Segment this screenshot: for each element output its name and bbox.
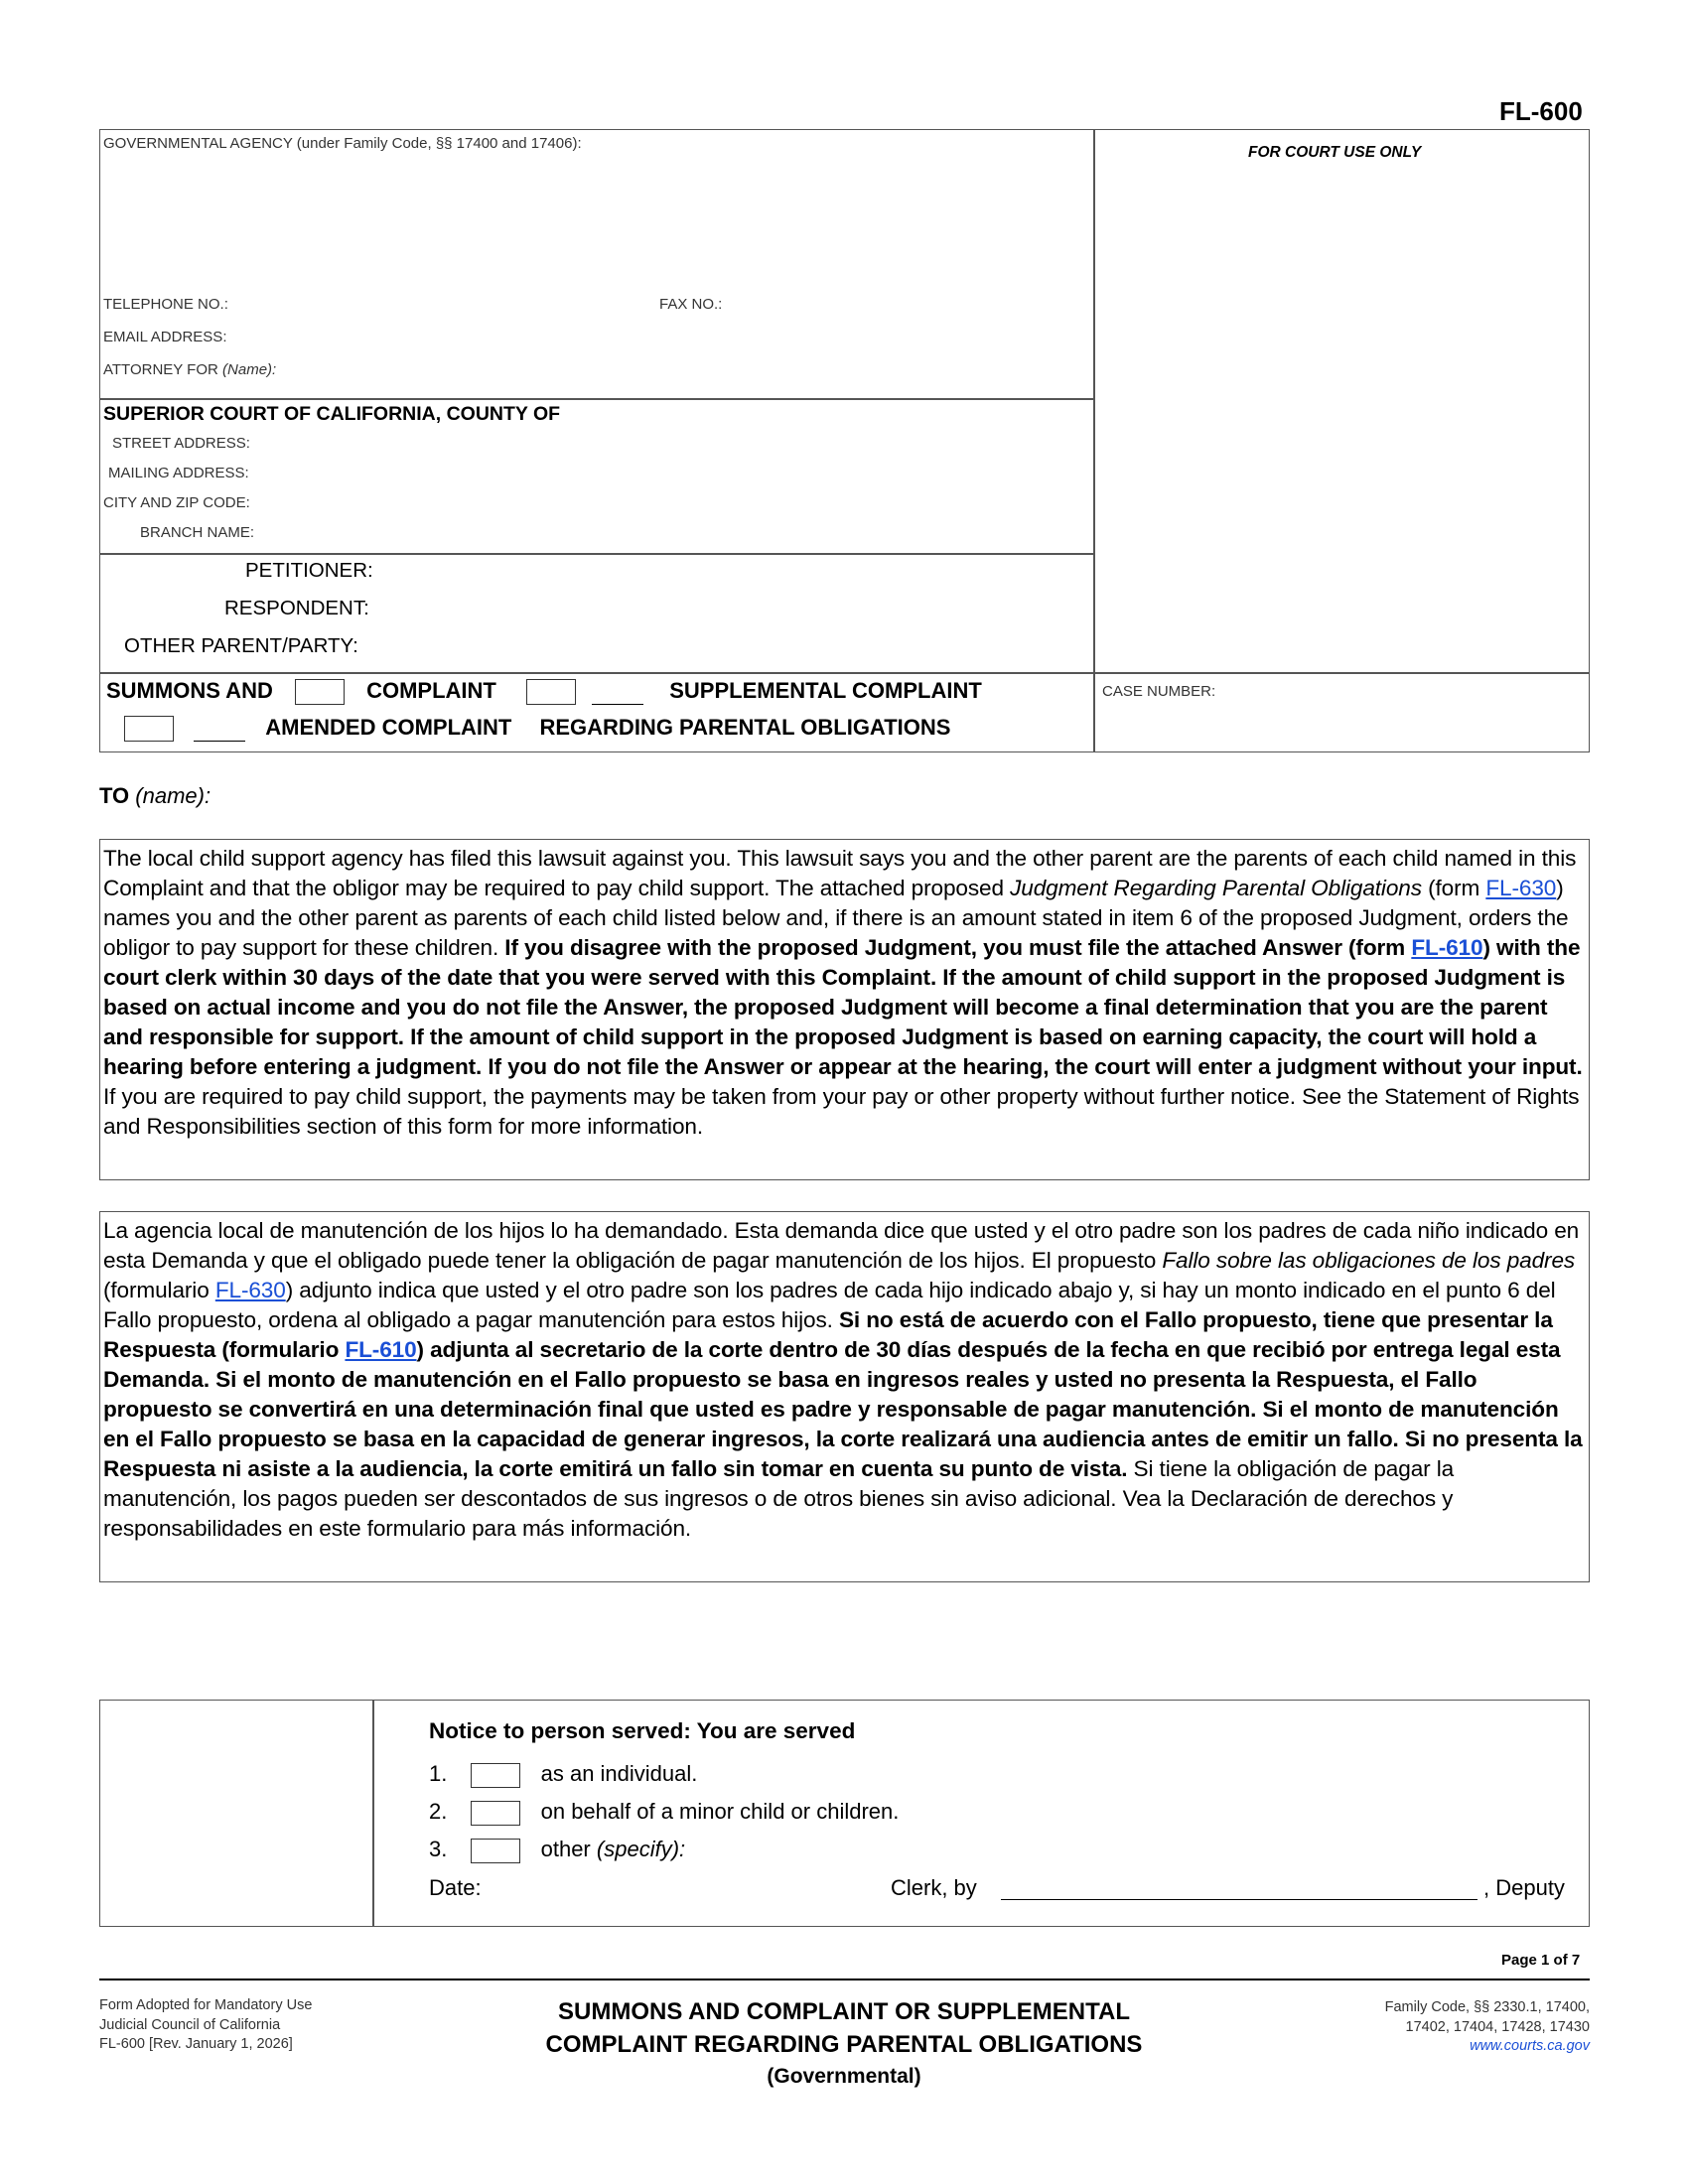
served-other-checkbox[interactable] xyxy=(471,1839,520,1863)
family-code-citation: Family Code, §§ 2330.1, 17400, 17402, 17404, 17428, 17430 www.courts.ca.gov xyxy=(1192,1998,1590,2057)
footer-title: SUMMONS AND COMPLAINT OR SUPPLEMENTAL COMPLAINT REGARDING PARENTAL OBLIGATIONS (Governmental) xyxy=(545,1998,1143,2088)
caption-divider xyxy=(1093,129,1095,752)
clerk-label: Clerk, by xyxy=(891,1875,977,1900)
court-seal-area xyxy=(101,1702,370,1925)
served-individual-checkbox[interactable] xyxy=(471,1763,520,1788)
deputy-label: , Deputy xyxy=(1483,1875,1565,1900)
divider xyxy=(99,553,1093,555)
english-notice-text: The local child support agency has filed this lawsuit against you. This lawsuit says you and the other parent are the parents of each child named in this Complaint and that the obligor may be required to pay child support. The attached proposed Judgment Regarding Parental Obligations (form FL-630) names you and the other parent as parents of each child listed below and, if there is an amount stated in item 6 of the proposed Judgment, orders the obligor to pay support for these children. If you disagree with the proposed Judgment, you must file the attached Answer (form FL-610) with the court clerk within 30 days of the date that you were served with this Complaint. If the amount of child support in the proposed Judgment is based on actual income and you do not file the Answer, the proposed Judgment will become a final determination that you are the parent and responsible for support. If the amount of child support in the proposed Judgment is based on earning capacity, the court will hold a hearing before entering a judgment. If you do not file the Answer or appear at the hearing, the court will enter a judgment without your input. If you are required to pay child support, the payments may be taken from your pay or other property without further notice. See the Statement of Rights and Responsibilities section of this form for more information. xyxy=(103,846,1583,1139)
form-number: FL-600 xyxy=(1499,96,1583,126)
respondent-label: RESPONDENT: xyxy=(224,597,369,619)
title-row-2: AMENDED COMPLAINT REGARDING PARENTAL OBLIGATIONS xyxy=(124,715,950,742)
case-number-field[interactable] xyxy=(1102,707,1579,747)
title-row-1: SUMMONS AND COMPLAINT SUPPLEMENTAL COMPLAINT xyxy=(106,678,982,705)
supplemental-number-field[interactable] xyxy=(592,682,643,705)
notice-heading: Notice to person served: You are served xyxy=(429,1718,856,1743)
amended-number-field[interactable] xyxy=(194,719,245,742)
to-name-label: TO (name): xyxy=(99,783,211,808)
fax-label: FAX NO.: xyxy=(659,296,723,313)
court-use-only-label: FOR COURT USE ONLY xyxy=(1248,144,1422,161)
complaint-checkbox[interactable] xyxy=(295,679,345,705)
divider xyxy=(99,672,1590,674)
served-minor-checkbox[interactable] xyxy=(471,1801,520,1826)
to-name-field[interactable] xyxy=(228,779,1023,811)
served-option-2: 2. on behalf of a minor child or children. xyxy=(429,1799,900,1824)
page-number: Page 1 of 7 xyxy=(1501,1952,1581,1969)
mailing-address-label: MAILING ADDRESS: xyxy=(108,465,249,481)
footer-rule xyxy=(99,1979,1590,1980)
branch-name-label: BRANCH NAME: xyxy=(140,524,255,541)
telephone-label: TELEPHONE NO.: xyxy=(103,296,228,313)
spanish-notice-text: La agencia local de manutención de los hijos lo ha demandado. Esta demanda dice que usted y el otro padre son los padres de cada niño indicado en esta Demanda y que el obligado puede tener la obligación de pagar manutención de los hijos. El propuesto Fallo sobre las obligaciones de los padres (formulario FL-630) adjunto indica que usted y el otro padre son los padres de cada hijo indicado abajo y, si hay un monto indicado en el punto 6 del Fallo propuesto, ordena al obligado a pagar manutención para estos hijos. Si no está de acuerdo con el Fallo propuesto, tiene que presentar la Respuesta (formulario FL-610) adjunta al secretario de la corte dentro de 30 días después de la fecha en que recibió por entrega legal esta Demanda. Si el monto de manutención en el Fallo propuesto se basa en ingresos reales y usted no presenta la Respuesta, el Fallo propuesto se convertirá en una determinación final que usted es padre y responsable de pagar manutención. Si el monto de manutención en el Fallo propuesto se basa en la capacidad de generar ingresos, la corte realizará una audiencia antes de emitir un fallo. Si no presenta la Respuesta ni asiste a la audiencia, la corte emitirá un fallo sin tomar en cuenta su punto de vista. Si tiene la obligación de pagar la manutención, los pagos pueden ser descontados de sus ingresos o de otros bienes sin aviso adicional. Vea la Declaración de derechos y responsabilidades en este formulario para más información. xyxy=(103,1218,1583,1541)
street-address-label: STREET ADDRESS: xyxy=(112,435,250,452)
attorney-for-label: ATTORNEY FOR (Name): xyxy=(103,361,277,378)
form-adopted-info: Form Adopted for Mandatory Use Judicial Council of California FL-600 [Rev. January 1, 2026] xyxy=(99,1997,313,2052)
divider xyxy=(99,398,1093,400)
case-number-label: CASE NUMBER: xyxy=(1102,683,1216,700)
amended-checkbox[interactable] xyxy=(124,716,174,742)
fl-630-link[interactable]: FL-630 xyxy=(1485,876,1557,900)
court-title: SUPERIOR COURT OF CALIFORNIA, COUNTY OF xyxy=(103,403,561,425)
clerk-signature-field[interactable] xyxy=(1001,1877,1477,1900)
fl-610-link[interactable]: FL-610 xyxy=(1411,935,1483,960)
served-option-1: 1. as an individual. xyxy=(429,1761,698,1786)
city-zip-label: CITY AND ZIP CODE: xyxy=(103,494,250,511)
fl-610-link-es[interactable]: FL-610 xyxy=(345,1337,417,1362)
petitioner-label: PETITIONER: xyxy=(245,559,373,582)
email-label: EMAIL ADDRESS: xyxy=(103,329,227,345)
other-parent-label: OTHER PARENT/PARTY: xyxy=(124,634,358,657)
date-label: Date: xyxy=(429,1875,482,1900)
courts-website-link[interactable]: www.courts.ca.gov xyxy=(1470,2038,1590,2054)
supplemental-checkbox[interactable] xyxy=(526,679,576,705)
agency-field[interactable] xyxy=(103,164,1086,293)
seal-divider xyxy=(372,1700,374,1927)
served-option-3: 3. other (specify): xyxy=(429,1837,686,1861)
fl-630-link-es[interactable]: FL-630 xyxy=(214,1278,286,1302)
agency-label: GOVERNMENTAL AGENCY (under Family Code, §§ 17400 and 17406): xyxy=(103,135,582,152)
